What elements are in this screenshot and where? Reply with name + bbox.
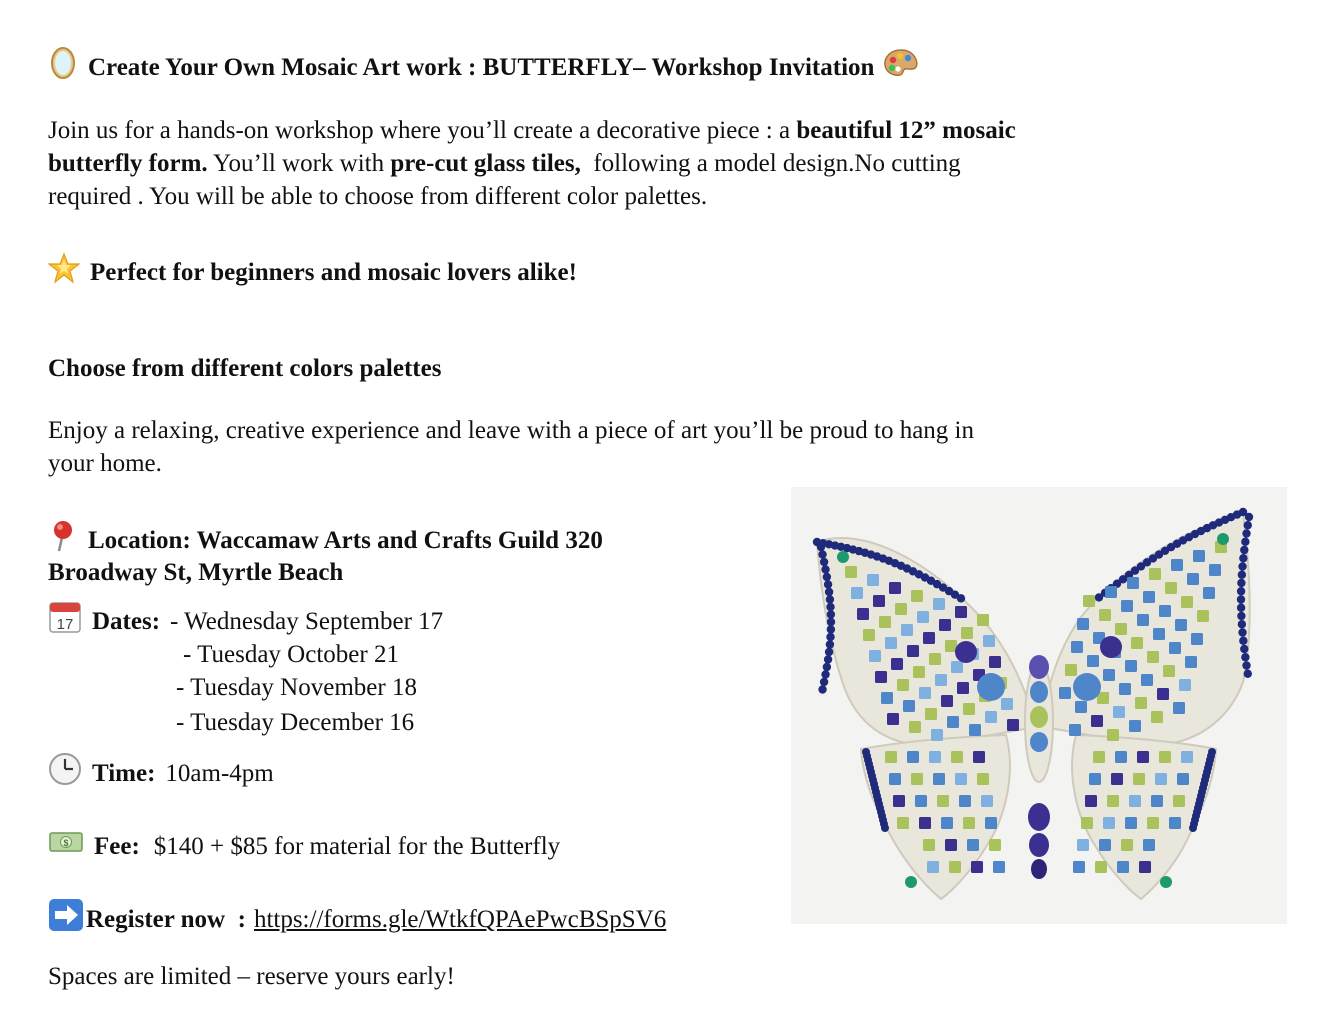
register-label: Register now (86, 906, 226, 933)
mosaic-tile (1181, 596, 1193, 608)
mosaic-tile (879, 616, 891, 628)
mosaic-tile (951, 661, 963, 673)
svg-text:$: $ (63, 838, 69, 848)
mosaic-tile (973, 751, 985, 763)
mosaic-tile (1209, 564, 1221, 576)
mosaic-tile (1103, 669, 1115, 681)
mosaic-tile (1091, 715, 1103, 727)
mosaic-tile (845, 566, 857, 578)
mosaic-tile (949, 861, 961, 873)
mosaic-tile (1129, 795, 1141, 807)
mosaic-tile (1153, 628, 1165, 640)
mosaic-tile (826, 603, 834, 611)
mosaic-tile (821, 670, 829, 678)
mosaic-tile (941, 695, 953, 707)
mosaic-tile (1083, 595, 1095, 607)
mosaic-tile (1155, 773, 1167, 785)
mosaic-tile (867, 574, 879, 586)
mosaic-tile (887, 713, 899, 725)
mosaic-tile (1185, 656, 1197, 668)
mosaic-tile (1238, 620, 1246, 628)
mosaic-tile (1157, 688, 1169, 700)
time-label: Time: (92, 760, 156, 787)
mosaic-tile (1095, 593, 1103, 601)
date-item: - Tuesday November 18 (176, 674, 417, 701)
mosaic-tile (1077, 839, 1089, 851)
mosaic-tile (1059, 687, 1071, 699)
artist-palette-icon (882, 47, 920, 88)
mosaic-tile (927, 861, 939, 873)
mosaic-tile (1187, 573, 1199, 585)
mosaic-tile (977, 673, 1005, 701)
mosaic-tile (1073, 673, 1101, 701)
fee-label: Fee: (94, 833, 140, 860)
mosaic-tile (963, 817, 975, 829)
intro-bold-form: butterfly form. (48, 150, 208, 177)
glowing-star-icon (48, 252, 80, 293)
mosaic-tile (1007, 719, 1019, 731)
mosaic-tile (1175, 619, 1187, 631)
mosaic-tile (825, 588, 833, 596)
mosaic-tile (1237, 579, 1245, 587)
mosaic-tile (1133, 773, 1145, 785)
mosaic-tile (1147, 817, 1159, 829)
register-line (48, 898, 666, 941)
clock-icon (48, 752, 82, 795)
mosaic-tile (1165, 582, 1177, 594)
mosaic-tile (981, 795, 993, 807)
butterfly-mosaic-photo (791, 487, 1287, 924)
dates-label: Dates: (92, 608, 161, 635)
mosaic-tile (1131, 637, 1143, 649)
mosaic-tile (1241, 653, 1249, 661)
mosaic-tile (989, 839, 1001, 851)
mosaic-tile (977, 773, 989, 785)
mosaic-tile (1151, 795, 1163, 807)
mosaic-tile (1245, 513, 1253, 521)
mosaic-tile (820, 678, 828, 686)
enjoy-line-1: Enjoy a relaxing, creative experience and leave with a piece of art you’ll be proud to hang in (48, 417, 975, 444)
palette-heading: Choose from different colors palettes (48, 355, 442, 382)
mosaic-tile (1159, 605, 1171, 617)
mosaic-tile (1107, 795, 1119, 807)
closing-line: Spaces are limited – reserve yours early! (48, 963, 455, 990)
mosaic-tile (1163, 665, 1175, 677)
mosaic-tile (1171, 559, 1183, 571)
intro-line-1 (48, 114, 1016, 147)
mosaic-tile (1115, 751, 1127, 763)
mosaic-tile (818, 550, 826, 558)
date-item: - Tuesday December 16 (176, 709, 415, 736)
calendar-icon (48, 600, 82, 643)
mosaic-tile (1169, 817, 1181, 829)
mosaic-tile (929, 653, 941, 665)
mosaic-tile (837, 551, 849, 563)
mosaic-tile (1135, 697, 1147, 709)
mosaic-tile (1189, 824, 1197, 832)
mosaic-tile (873, 595, 885, 607)
mosaic-tile (961, 627, 973, 639)
mosaic-tile (1077, 618, 1089, 630)
mosaic-tile (1169, 642, 1181, 654)
mosaic-tile (1099, 609, 1111, 621)
mosaic-tile (1191, 633, 1203, 645)
mosaic-tile (947, 716, 959, 728)
intro-bold-tiles: pre-cut glass tiles, (390, 150, 581, 177)
mosaic-tile (905, 876, 917, 888)
location-text: Location: Waccamaw Arts and Crafts Guild 320 (88, 527, 603, 554)
mosaic-tile (1193, 550, 1205, 562)
mosaic-tile (824, 580, 832, 588)
mosaic-tile (826, 633, 834, 641)
mosaic-tile (1087, 655, 1099, 667)
mosaic-tile (923, 632, 935, 644)
mosaic-tile (959, 795, 971, 807)
mosaic-tile (1137, 751, 1149, 763)
mosaic-tile (1089, 773, 1101, 785)
mosaic-tile (1181, 751, 1193, 763)
mosaic-tile (1203, 587, 1215, 599)
mosaic-tile (1121, 600, 1133, 612)
mosaic-tile (1241, 538, 1249, 546)
intro-bold-size: beautiful 12” mosaic (796, 117, 1016, 144)
mosaic-tile (909, 721, 921, 733)
mosaic-tile (1095, 861, 1107, 873)
register-link[interactable]: https://forms.gle/WtkfQPAePwcBSpSV6 (253, 906, 667, 933)
page-title (48, 46, 920, 89)
intro-text: required . You will be able to choose from different color palettes. (48, 183, 708, 210)
mosaic-tile (1071, 641, 1083, 653)
mosaic-tile (977, 614, 989, 626)
mosaic-tile (1127, 577, 1139, 589)
mosaic-tile (903, 700, 915, 712)
mosaic-tile (941, 817, 953, 829)
mosaic-tile (824, 655, 832, 663)
mosaic-tile (929, 751, 941, 763)
mosaic-tile (885, 637, 897, 649)
mosaic-tile (1119, 683, 1131, 695)
mosaic-tile (957, 594, 965, 602)
intro-text: You’ll work with (207, 150, 391, 177)
mosaic-tile (1115, 623, 1127, 635)
mosaic-tile (919, 817, 931, 829)
dates-line-1 (48, 600, 443, 643)
mosaic-tile (971, 861, 983, 873)
mosaic-tile (1103, 817, 1115, 829)
mosaic-tile (885, 751, 897, 763)
mosaic-tile (1238, 628, 1246, 636)
mosaic-tile (869, 650, 881, 662)
mosaic-tile (1237, 587, 1245, 595)
mosaic-tile (1242, 529, 1250, 537)
mosaic-tile (913, 666, 925, 678)
mosaic-tile (945, 839, 957, 851)
mosaic-tile (985, 711, 997, 723)
mosaic-tile (1238, 571, 1246, 579)
mosaic-tile (857, 608, 869, 620)
mosaic-tile (1237, 612, 1245, 620)
mosaic-tile (923, 839, 935, 851)
date-item: - Wednesday September 17 (170, 608, 444, 635)
title-text: Create Your Own Mosaic Art work : BUTTERFLY– Workshop Invitation (88, 54, 875, 81)
mosaic-tile (1179, 679, 1191, 691)
mosaic-tile (1105, 586, 1117, 598)
mosaic-tile (1177, 773, 1189, 785)
mosaic-tile (1121, 839, 1133, 851)
mosaic-tile (1173, 795, 1185, 807)
mosaic-tile (827, 625, 835, 633)
mosaic-tile (889, 773, 901, 785)
mosaic-tile (851, 587, 863, 599)
mosaic-tile (933, 773, 945, 785)
mosaic-tile (863, 629, 875, 641)
mosaic-tile (1117, 861, 1129, 873)
mosaic-tile (1081, 817, 1093, 829)
mosaic-tile (937, 795, 949, 807)
mosaic-tile (1147, 651, 1159, 663)
mosaic-tile (985, 817, 997, 829)
mosaic-tile (1239, 554, 1247, 562)
mosaic-tile (919, 687, 931, 699)
mosaic-tile (901, 624, 913, 636)
mosaic-tile (1160, 876, 1172, 888)
mosaic-tile (1217, 533, 1229, 545)
mosaic-tile (1244, 521, 1252, 529)
fee-value: $140 + $85 for material for the Butterfly (153, 833, 561, 860)
mosaic-tile (1143, 591, 1155, 603)
mosaic-tile (1085, 795, 1097, 807)
time-value: 10am-4pm (165, 760, 274, 787)
mosaic-tile (818, 685, 826, 693)
mosaic-tile (983, 635, 995, 647)
mosaic-tile (881, 692, 893, 704)
mosaic-tile (1137, 614, 1149, 626)
mosaic-tile (1093, 751, 1105, 763)
time-line (48, 752, 274, 795)
mosaic-tile (967, 839, 979, 851)
mosaic-tile (889, 582, 901, 594)
mosaic-tile (817, 543, 825, 551)
mosaic-tile (881, 824, 889, 832)
mosaic-tile (1151, 711, 1163, 723)
mosaic-tile (915, 795, 927, 807)
mosaic-tile (895, 603, 907, 615)
enjoy-line-2: your home. (48, 450, 162, 477)
right-arrow-icon (48, 898, 84, 941)
mosaic-tile (1099, 839, 1111, 851)
mosaic-tile (951, 751, 963, 763)
mosaic-tile (1159, 751, 1171, 763)
mosaic-tile (1173, 702, 1185, 714)
mosaic-tile (827, 618, 835, 626)
mosaic-tile (1113, 706, 1125, 718)
intro-text: Join us for a hands-on workshop where you’ll create a decorative piece : a (48, 117, 797, 144)
mosaic-tile (935, 674, 947, 686)
mosaic-tile (825, 648, 833, 656)
register-separator: : (225, 906, 246, 933)
mosaic-tile (1125, 817, 1137, 829)
mosaic-tile (911, 590, 923, 602)
mosaic-tile (1244, 670, 1252, 678)
intro-text: following a model design.No cutting (580, 150, 961, 177)
mosaic-tile (1238, 562, 1246, 570)
mosaic-tile (1107, 729, 1119, 741)
mosaic-tile (1240, 546, 1248, 554)
mosaic-tile (1073, 861, 1085, 873)
intro-line-3 (48, 180, 707, 213)
mosaic-tile (931, 729, 943, 741)
mosaic-tile (823, 663, 831, 671)
mosaic-tile (1149, 568, 1161, 580)
mosaic-tile (933, 598, 945, 610)
mosaic-tile (989, 656, 1001, 668)
mosaic-tile (821, 565, 829, 573)
mosaic-tile (907, 645, 919, 657)
mosaic-tile (1239, 637, 1247, 645)
butterfly-mosaic-image (791, 487, 1287, 924)
fee-line (48, 829, 560, 864)
mosaic-tile (1069, 724, 1081, 736)
mosaic-tile (957, 682, 969, 694)
mosaic-tile (1001, 698, 1013, 710)
mosaic-tile (1100, 636, 1122, 658)
mosaic-tile (1075, 701, 1087, 713)
mosaic-tile (826, 640, 834, 648)
mosaic-tile (1237, 604, 1245, 612)
highlight-text: Perfect for beginners and mosaic lovers alike! (90, 259, 577, 286)
mosaic-tile (955, 773, 967, 785)
mosaic-tile (1125, 660, 1137, 672)
mosaic-tile (1237, 595, 1245, 603)
highlight-line (48, 252, 577, 293)
date-item: - Tuesday October 21 (183, 641, 399, 668)
mosaic-tile (917, 611, 929, 623)
mosaic-tile (1065, 664, 1077, 676)
mosaic-tile (897, 817, 909, 829)
mosaic-tile (893, 795, 905, 807)
mosaic-tile (955, 641, 977, 663)
mosaic-tile (1139, 861, 1151, 873)
mosaic-tile (897, 679, 909, 691)
mosaic-tile (820, 558, 828, 566)
mosaic-tile (925, 708, 937, 720)
mosaic-tile (891, 658, 903, 670)
mosaic-tile (827, 610, 835, 618)
mirror-icon (48, 46, 78, 89)
mosaic-tile (911, 773, 923, 785)
mosaic-tile (1143, 839, 1155, 851)
mosaic-tile (1242, 661, 1250, 669)
mosaic-tile (955, 606, 967, 618)
location-line-2: Broadway St, Myrtle Beach (48, 559, 344, 586)
mosaic-tile (875, 671, 887, 683)
mosaic-tile (969, 724, 981, 736)
mosaic-tile (1240, 645, 1248, 653)
mosaic-tile (1141, 674, 1153, 686)
mosaic-tile (1129, 720, 1141, 732)
mosaic-tile (1111, 773, 1123, 785)
mosaic-tile (939, 619, 951, 631)
mosaic-tile (963, 703, 975, 715)
mosaic-tile (1197, 610, 1209, 622)
mosaic-tile (907, 751, 919, 763)
dollar-banknote-icon (48, 829, 84, 864)
mosaic-tile (993, 861, 1005, 873)
intro-line-2 (48, 147, 961, 180)
calendar-day: 17 (56, 616, 74, 633)
mosaic-tile (826, 595, 834, 603)
mosaic-tile (823, 573, 831, 581)
